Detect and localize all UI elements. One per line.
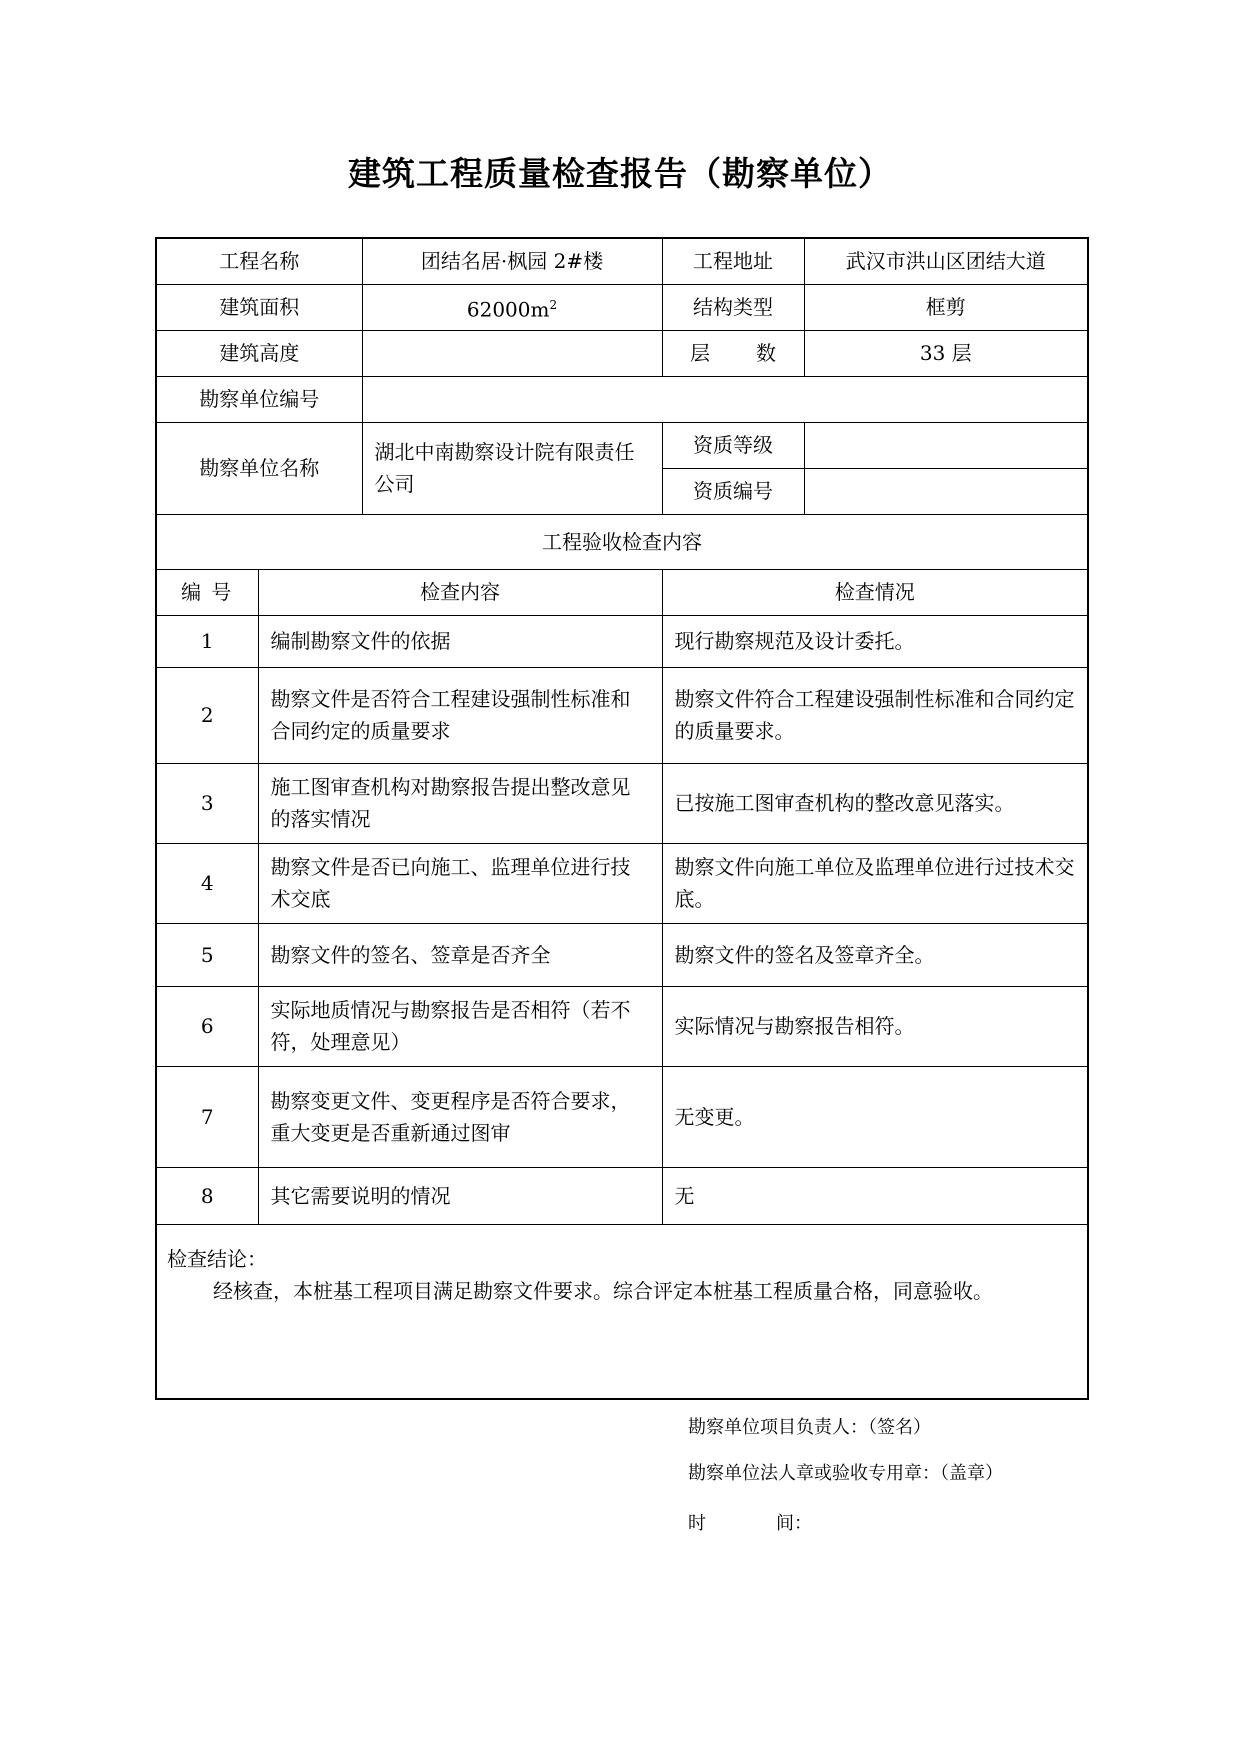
- page-title: 建筑工程质量检查报告（勘察单位）: [348, 154, 892, 193]
- height-value: [362, 330, 662, 376]
- row-content: 勘察文件是否已向施工、监理单位进行技术交底: [258, 843, 662, 923]
- row-result: 实际情况与勘察报告相符。: [662, 986, 1088, 1066]
- col-header-result: 检查情况: [662, 569, 1088, 615]
- col-header-content: 检查内容: [258, 569, 662, 615]
- area-number: 62000m: [466, 297, 550, 322]
- row-content: 实际地质情况与勘察报告是否相符（若不符，处理意见）: [258, 986, 662, 1066]
- conclusion-label: 检查结论：: [167, 1246, 267, 1271]
- project-name-value: 团结名居·枫园 2#楼: [362, 238, 662, 284]
- row-result: 勘察文件的签名及签章齐全。: [662, 923, 1088, 986]
- col-header-no-label: 编 号: [181, 580, 234, 604]
- table-row: [156, 1167, 1088, 1224]
- row-content: 施工图审查机构对勘察报告提出整改意见的落实情况: [258, 763, 662, 843]
- area-value: [362, 284, 662, 330]
- table-row: [156, 923, 1088, 986]
- row-result: 勘察文件符合工程建设强制性标准和合同约定的质量要求。: [662, 667, 1088, 763]
- unit-name-label: 勘察单位名称: [156, 422, 362, 514]
- conclusion-text: 经核查，本桩基工程项目满足勘察文件要求。综合评定本桩基工程质量合格，同意验收。: [213, 1278, 993, 1303]
- row-no: 3: [156, 763, 258, 843]
- qual-level-value: [804, 422, 1088, 468]
- conclusion-cell: [156, 1224, 1088, 1399]
- floors-value: 33 层: [804, 330, 1088, 376]
- row-no: 7: [156, 1066, 258, 1167]
- row-result: 已按施工图审查机构的整改意见落实。: [662, 763, 1088, 843]
- signature-time-b: 间：: [776, 1513, 812, 1534]
- area-unit-superscript: 2: [549, 297, 558, 312]
- project-address-label: 工程地址: [662, 238, 804, 284]
- row-result: 现行勘察规范及设计委托。: [662, 615, 1088, 667]
- table-row: [156, 986, 1088, 1066]
- table-row: [156, 667, 1088, 763]
- floors-label-cell: [662, 330, 804, 376]
- qual-no-value: [804, 468, 1088, 514]
- row-result: 勘察文件向施工单位及监理单位进行过技术交底。: [662, 843, 1088, 923]
- row-content: 勘察文件的签名、签章是否齐全: [258, 923, 662, 986]
- table-row: [156, 1066, 1088, 1167]
- row-result: 无变更。: [662, 1066, 1088, 1167]
- row-no: 5: [156, 923, 258, 986]
- unit-code-value: [362, 376, 1088, 422]
- row-result: 无: [662, 1167, 1088, 1224]
- report-table: [155, 237, 1089, 1400]
- project-address-value: 武汉市洪山区团结大道: [804, 238, 1088, 284]
- row-no: 2: [156, 667, 258, 763]
- project-name-label: 工程名称: [156, 238, 362, 284]
- row-content: 其它需要说明的情况: [258, 1167, 662, 1224]
- row-no: 6: [156, 986, 258, 1066]
- qual-no-label: 资质编号: [662, 468, 804, 514]
- row-content: 勘察文件是否符合工程建设强制性标准和合同约定的质量要求: [258, 667, 662, 763]
- height-label: 建筑高度: [156, 330, 362, 376]
- unit-code-label: 勘察单位编号: [156, 376, 362, 422]
- row-no: 1: [156, 615, 258, 667]
- table-row: [156, 615, 1088, 667]
- signature-leader: 勘察单位项目负责人：（签名）: [688, 1417, 931, 1438]
- col-header-no: [156, 569, 258, 615]
- signature-time-a: 时: [688, 1513, 706, 1534]
- row-no: 8: [156, 1167, 258, 1224]
- row-content: 勘察变更文件、变更程序是否符合要求，重大变更是否重新通过图审: [258, 1066, 662, 1167]
- table-row: [156, 763, 1088, 843]
- table-row: [156, 843, 1088, 923]
- row-no: 4: [156, 843, 258, 923]
- floors-label: 层数: [690, 341, 776, 365]
- structure-value: 框剪: [804, 284, 1088, 330]
- unit-name-value: 湖北中南勘察设计院有限责任公司: [362, 422, 662, 514]
- signature-time: [688, 1509, 812, 1535]
- qual-level-label: 资质等级: [662, 422, 804, 468]
- section-title: 工程验收检查内容: [156, 514, 1088, 569]
- row-content: 编制勘察文件的依据: [258, 615, 662, 667]
- area-label: 建筑面积: [156, 284, 362, 330]
- signature-seal: 勘察单位法人章或验收专用章：（盖章）: [688, 1463, 1003, 1484]
- structure-label: 结构类型: [662, 284, 804, 330]
